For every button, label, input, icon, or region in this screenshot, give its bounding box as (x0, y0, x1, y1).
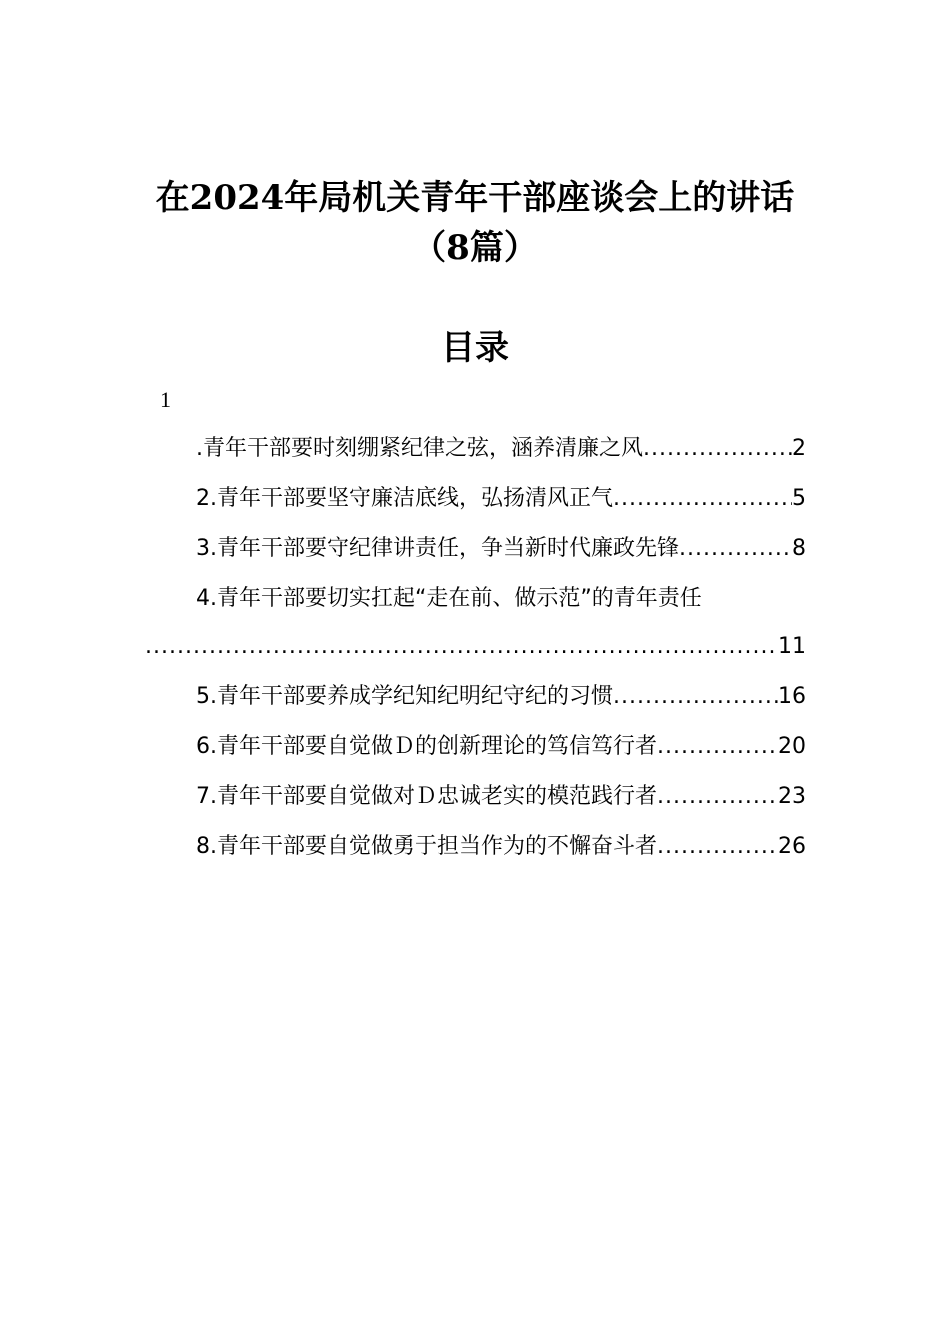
toc-page-number: 16 (778, 684, 806, 709)
toc-page-number: 20 (778, 734, 806, 759)
toc-entry-text: 4.青年干部要切实扛起“走在前、做示范”的青年责任 (196, 586, 702, 611)
toc-entry-text: 8.青年干部要自觉做勇于担当作为的不懈奋斗者 (196, 834, 657, 859)
toc-entry-text: 6.青年干部要自觉做Ｄ的创新理论的笃信笃行者 (196, 734, 657, 759)
toc-entry-8[interactable] (196, 830, 806, 864)
toc-entry-text: .青年干部要时刻绷紧纪律之弦，涵养清廉之风 (196, 436, 643, 461)
toc-page-number: 2 (792, 436, 806, 461)
toc-leader-dots (657, 780, 778, 814)
toc-leader-dots (145, 630, 778, 664)
toc-leader-dots (657, 830, 778, 864)
toc-entry-4[interactable] (196, 582, 808, 616)
toc-entry-4-continuation[interactable] (145, 630, 806, 664)
toc-page-number: 26 (778, 834, 806, 859)
toc-entry-text: 2.青年干部要坚守廉洁底线，弘扬清风正气 (196, 486, 613, 511)
toc-entry-5[interactable] (196, 680, 806, 714)
toc-leader-dots (643, 432, 792, 466)
toc-entry-text: 5.青年干部要养成学纪知纪明纪守纪的习惯 (196, 684, 613, 709)
toc-leader-dots (613, 680, 778, 714)
document-title: 在2024年局机关青年干部座谈会上的讲话 (155, 178, 795, 218)
toc-leader-dots (613, 482, 792, 516)
toc-entry-3[interactable] (196, 532, 806, 566)
stray-number: 1 (160, 387, 171, 412)
toc-entry-2[interactable] (196, 482, 806, 516)
toc-entry-text: 3.青年干部要守纪律讲责任，争当新时代廉政先锋 (196, 536, 679, 561)
toc-page-number: 5 (792, 486, 806, 511)
toc-page-number: 23 (778, 784, 806, 809)
toc-heading: 目录 (441, 328, 509, 368)
toc-entry-6[interactable] (196, 730, 806, 764)
toc-page-number: 8 (792, 536, 806, 561)
toc-leader-dots (657, 730, 778, 764)
toc-page-number: 11 (778, 634, 806, 659)
toc-entry-7[interactable] (196, 780, 806, 814)
toc-leader-dots (679, 532, 792, 566)
toc-entry-text: 7.青年干部要自觉做对Ｄ忠诚老实的模范践行者 (196, 784, 657, 809)
document-title-count: （8篇） (412, 228, 538, 268)
toc-entry-1[interactable] (196, 432, 806, 466)
